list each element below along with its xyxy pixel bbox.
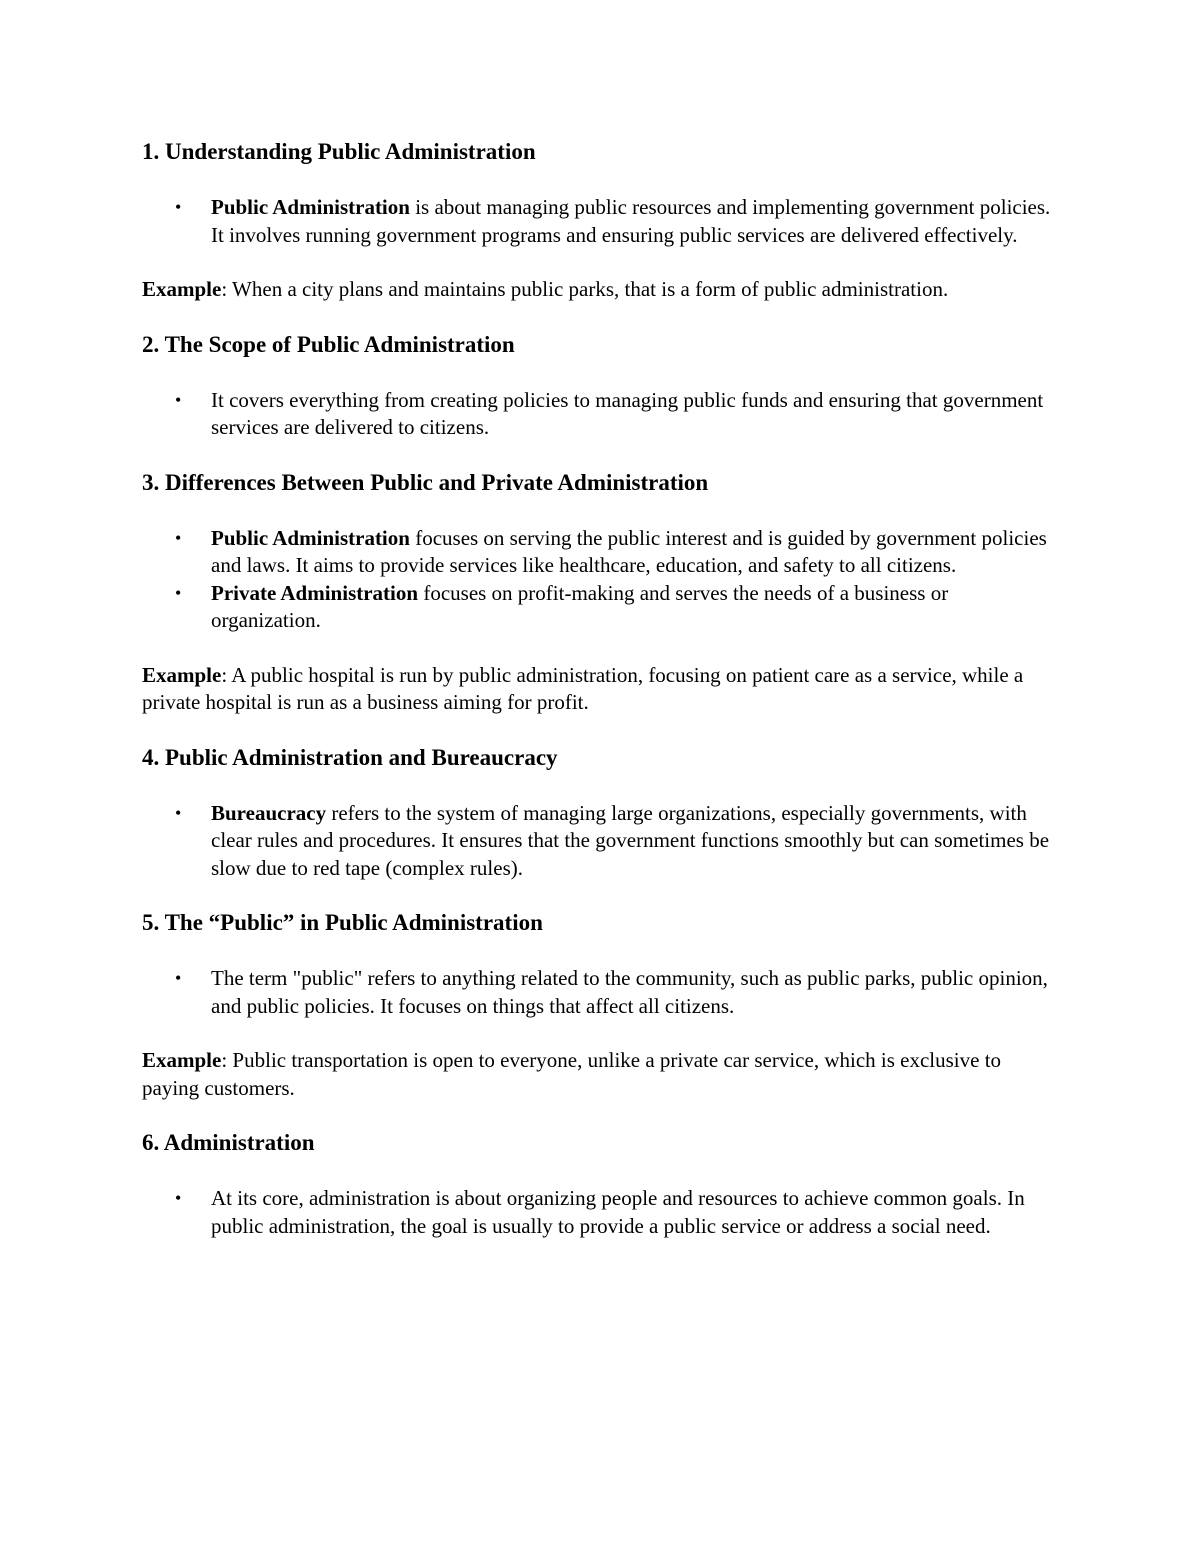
example-label: Example xyxy=(142,1048,222,1072)
example-paragraph xyxy=(142,662,1062,717)
bullet-icon: • xyxy=(175,389,182,410)
bullet-list xyxy=(142,800,1062,883)
example-paragraph xyxy=(142,1047,1062,1102)
bullet-text: focuses on serving the public interest and is guided by government policies and laws. It aims to provide services like healthcare, education, and safety to all citizens. xyxy=(211,525,1047,577)
list-item xyxy=(142,194,1062,249)
example-label: Example xyxy=(142,277,222,301)
bullet-list xyxy=(142,1185,1062,1240)
bullet-text: The term "public" refers to anything related to the community, such as public parks, public opinion, and public policies. It focuses on things that affect all citizens. xyxy=(211,966,1048,1018)
example-label: Example xyxy=(142,662,222,687)
bullet-icon: • xyxy=(175,802,182,823)
section-heading: 5. The “Public” in Public Administration xyxy=(142,910,543,935)
bullet-text: refers to the system of managing large organizations, especially governments, with clear rules and procedures. It ensures that the government functions smoothly but can sometimes be slow due to red tape (complex rules). xyxy=(211,800,1050,880)
bullet-list xyxy=(142,194,1062,249)
section-bureaucracy xyxy=(142,744,1062,883)
document-page xyxy=(142,138,1062,1240)
bullet-text: is about managing public resources and implementing government policies. It involves running government programs and ensuring public services are delivered effectively. xyxy=(211,195,1051,247)
list-item xyxy=(142,800,1062,883)
bold-term: Bureaucracy xyxy=(211,800,327,825)
bullet-icon: • xyxy=(175,582,182,603)
bullet-list xyxy=(142,387,1062,442)
bold-term: Public Administration xyxy=(211,195,410,219)
example-text: : A public hospital is run by public administration, focusing on patient care as a service, while a private hospital is run as a business aiming for profit. xyxy=(142,662,1024,714)
list-item xyxy=(142,387,1062,442)
section-heading: 3. Differences Between Public and Private Administration xyxy=(142,469,709,495)
section-scope xyxy=(142,331,1062,442)
section-heading: 1. Understanding Public Administration xyxy=(142,139,536,164)
list-item xyxy=(142,580,1062,635)
bullet-list xyxy=(142,965,1062,1020)
bullet-icon: • xyxy=(175,527,182,548)
list-item xyxy=(142,1185,1062,1240)
bold-term: Private Administration xyxy=(211,580,419,605)
list-item xyxy=(142,965,1062,1020)
bullet-text: It covers everything from creating policies to managing public funds and ensuring that government services are delivered to citizens. xyxy=(211,387,1044,439)
section-understanding xyxy=(142,138,1062,304)
example-paragraph xyxy=(142,276,1062,304)
bold-term: Public Administration xyxy=(211,525,410,550)
bullet-text: focuses on profit-making and serves the needs of a business or organization. xyxy=(211,580,949,632)
section-heading: 6. Administration xyxy=(142,1130,315,1155)
section-public-meaning xyxy=(142,909,1062,1102)
list-item xyxy=(142,525,1062,580)
section-differences xyxy=(142,469,1062,717)
bullet-icon: • xyxy=(175,1188,182,1208)
bullet-list xyxy=(142,525,1062,635)
example-text: : When a city plans and maintains public parks, that is a form of public administration. xyxy=(221,277,949,301)
example-text: : Public transportation is open to everyone, unlike a private car service, which is exclusive to paying customers. xyxy=(142,1048,1002,1100)
bullet-text: At its core, administration is about organizing people and resources to achieve common goals. In public administration, the goal is usually to provide a public service or address a social need. xyxy=(211,1186,1025,1238)
bullet-icon: • xyxy=(175,197,182,217)
section-administration xyxy=(142,1129,1062,1240)
section-heading: 4. Public Administration and Bureaucracy xyxy=(142,744,558,770)
bullet-icon: • xyxy=(175,968,182,988)
section-heading: 2. The Scope of Public Administration xyxy=(142,331,515,357)
